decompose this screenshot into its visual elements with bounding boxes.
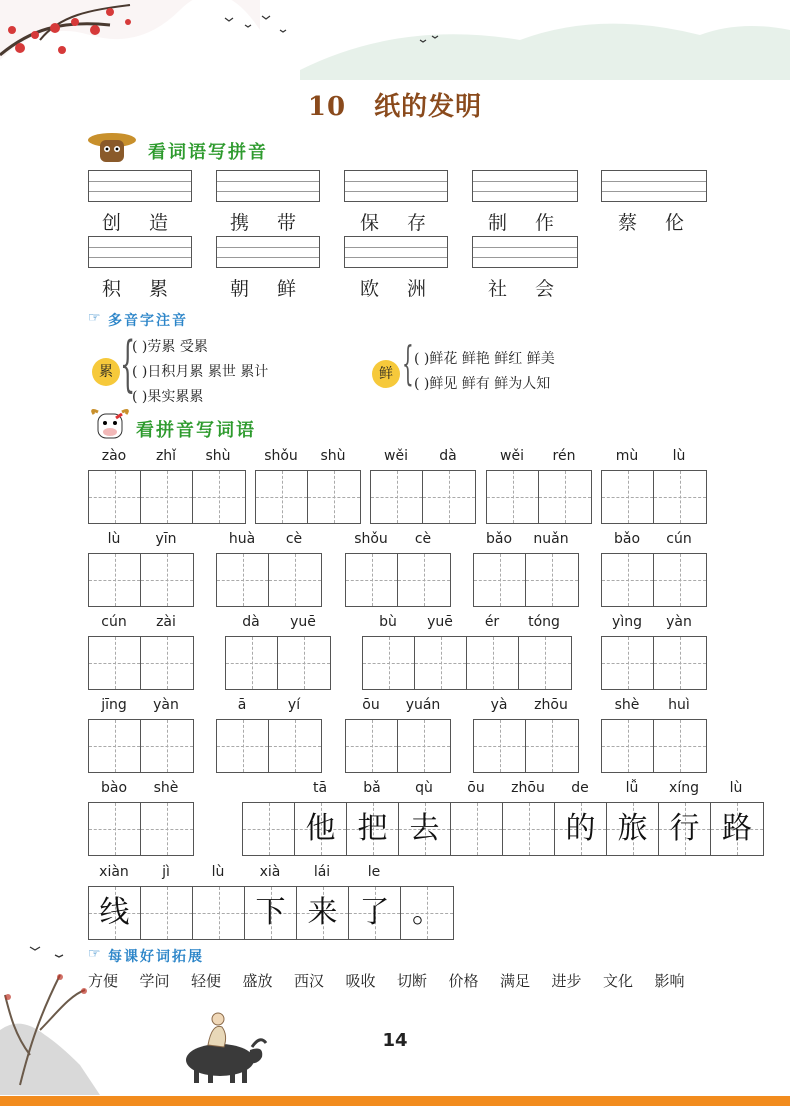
extension-word: 盛放 (242, 972, 273, 990)
tian-grid (216, 719, 322, 773)
pinyin-box[interactable] (601, 170, 707, 202)
polyphone-char: 累 (92, 358, 120, 386)
grid-cell (297, 887, 349, 939)
word-label: 积 累 (102, 278, 169, 300)
grid-cell[interactable] (519, 637, 571, 689)
pinyin-label: lù (729, 780, 743, 796)
pinyin-label: lù (107, 531, 121, 547)
tian-grid (601, 553, 707, 607)
lesson-title: 纸的发明 (374, 92, 483, 122)
pinyin-label: zài (156, 614, 176, 630)
grid-cell[interactable] (371, 471, 423, 523)
cell-char: 下 (255, 895, 286, 930)
pinyin-label: le (367, 864, 381, 880)
grid-cell[interactable] (269, 720, 321, 772)
grid-cell[interactable] (539, 471, 591, 523)
word-group (88, 697, 194, 773)
cow-mascot-icon (88, 408, 132, 442)
grid-cell[interactable] (89, 637, 141, 689)
tian-grid (88, 553, 194, 607)
grid-cell[interactable] (141, 637, 193, 689)
pinyin-label: ōu (362, 697, 380, 713)
grid-cell[interactable] (217, 554, 269, 606)
polyphone-line[interactable]: ( )鲜见 鲜有 鲜为人知 (414, 376, 551, 392)
pinyin-label: qù (415, 780, 433, 796)
pinyin-row (88, 697, 194, 719)
grid-cell[interactable] (363, 637, 415, 689)
extension-word: 价格 (448, 972, 479, 990)
polyphone-heading: 多音字注音 (108, 313, 188, 329)
page-title (0, 86, 790, 123)
grid-cell[interactable] (467, 637, 519, 689)
pinyin-label: tóng (528, 614, 560, 630)
grid-cell[interactable] (269, 554, 321, 606)
brace-icon: { (120, 329, 136, 399)
pinyin-label: bào (100, 780, 128, 796)
lesson-number: 10 (307, 92, 347, 122)
word-group (370, 448, 476, 524)
cell-char: 了 (359, 895, 390, 930)
pinyin-row (362, 614, 572, 636)
pinyin-label: shù (320, 448, 346, 464)
grid-cell[interactable] (487, 471, 539, 523)
header-decoration (0, 0, 790, 80)
pinyin-label: shù (205, 448, 231, 464)
grid-cell[interactable] (602, 554, 654, 606)
pinyin-row (242, 780, 764, 802)
extension-word: 西汉 (294, 972, 325, 990)
extension-words (88, 970, 706, 991)
grid-cell[interactable] (89, 720, 141, 772)
word-group (88, 448, 246, 524)
cell-char: 来 (307, 895, 338, 930)
section2-heading: 看拼音写词语 (136, 420, 256, 441)
tian-grid (601, 636, 707, 690)
polyphone-char: 鲜 (372, 360, 400, 388)
word-group (473, 697, 579, 773)
extension-word: 进步 (551, 972, 582, 990)
word-group (216, 531, 322, 607)
tian-grid (473, 553, 579, 607)
pinyin-label (242, 780, 294, 802)
tian-grid (473, 719, 579, 773)
grid-cell[interactable] (398, 720, 450, 772)
polyphone-line[interactable]: ( )日积月累 累世 累计 (132, 364, 269, 380)
pinyin-label: ā (237, 697, 247, 713)
pinyin-label: shè (614, 697, 640, 713)
pinyin-box[interactable] (344, 170, 448, 202)
pinyin-box[interactable] (88, 236, 192, 268)
pinyin-row (345, 531, 451, 553)
pinyin-label: yuán (405, 697, 441, 713)
pinyin-label: lǚ (625, 780, 639, 796)
grid-cell[interactable] (193, 471, 245, 523)
tian-grid (486, 470, 592, 524)
grid-cell (349, 887, 401, 939)
word-group (88, 531, 194, 607)
pinyin-label: yīn (155, 531, 177, 547)
pinyin-label: xiàn (99, 864, 129, 880)
grid-cell[interactable] (226, 637, 278, 689)
tian-grid (88, 636, 194, 690)
grid-cell[interactable] (141, 803, 193, 855)
grid-cell[interactable] (308, 471, 360, 523)
pinyin-label: bǎo (485, 531, 513, 547)
tian-grid (88, 802, 194, 856)
grid-cell[interactable] (243, 803, 295, 855)
word-label: 蔡 伦 (618, 212, 685, 234)
polyphone-line[interactable]: ( )鲜花 鲜艳 鲜红 鲜美 (414, 351, 555, 367)
pinyin-box[interactable] (344, 236, 448, 268)
word-group (216, 697, 322, 773)
pinyin-label: huà (228, 531, 256, 547)
word-group (88, 614, 194, 690)
pinyin-row (225, 614, 331, 636)
word-group (345, 531, 451, 607)
pinyin-label: zào (101, 448, 127, 464)
pinyin-label: bǎo (613, 531, 641, 547)
grid-cell (659, 803, 711, 855)
word-label: 朝 鲜 (230, 278, 297, 300)
grid-cell[interactable] (346, 720, 398, 772)
pinyin-row (216, 697, 322, 719)
pinyin-label: bǎ (363, 780, 381, 796)
grid-cell (555, 803, 607, 855)
pinyin-label: jīng (101, 697, 127, 713)
extension-word: 吸收 (345, 972, 376, 990)
grid-cell[interactable] (602, 637, 654, 689)
pinyin-row (601, 614, 707, 636)
pinyin-row (370, 448, 476, 470)
cell-char: 。 (412, 895, 442, 930)
extension-word: 文化 (603, 972, 634, 990)
cell-char: 行 (669, 811, 700, 846)
grid-cell (401, 887, 453, 939)
grid-cell (89, 887, 141, 939)
grid-cell[interactable] (346, 554, 398, 606)
pinyin-label: huì (668, 697, 690, 713)
pinyin-label: dà (439, 448, 457, 464)
pinyin-row (88, 531, 194, 553)
grid-cell[interactable] (654, 554, 706, 606)
word-group (88, 864, 454, 940)
cell-char: 线 (99, 895, 130, 930)
pinyin-label: cún (666, 531, 692, 547)
pinyin-label: yàn (153, 697, 179, 713)
tian-grid (345, 719, 451, 773)
grid-cell[interactable] (278, 637, 330, 689)
grid-cell[interactable] (423, 471, 475, 523)
pinyin-row (345, 697, 451, 719)
tian-grid (88, 470, 246, 524)
word-group (601, 448, 707, 524)
pinyin-label: rén (552, 448, 576, 464)
grid-cell (347, 803, 399, 855)
word-group (473, 531, 579, 607)
pinyin-box[interactable] (472, 170, 578, 202)
grid-cell (711, 803, 763, 855)
extension-word: 切断 (397, 972, 428, 990)
pinyin-row (601, 531, 707, 553)
pinyin-label: zhǐ (155, 448, 177, 464)
grid-cell[interactable] (451, 803, 503, 855)
pinyin-label: cè (414, 531, 432, 547)
word-label: 创 造 (102, 212, 169, 234)
pinyin-label: yàn (666, 614, 692, 630)
grid-cell (607, 803, 659, 855)
pinyin-label: dà (242, 614, 260, 630)
pinyin-label: ér (484, 614, 500, 630)
tian-grid (362, 636, 572, 690)
pencil-icon: ☞ (88, 310, 101, 326)
pinyin-row (216, 531, 322, 553)
grid-cell[interactable] (654, 471, 706, 523)
pinyin-label: shè (153, 780, 179, 796)
cell-char: 他 (305, 811, 336, 846)
grid-cell[interactable] (602, 720, 654, 772)
tian-grid (225, 636, 331, 690)
tian-grid (345, 553, 451, 607)
word-label: 保 存 (360, 212, 427, 234)
pinyin-label: yuē (290, 614, 316, 630)
brace-icon: { (402, 336, 414, 390)
word-label: 携 带 (230, 212, 297, 234)
pinyin-box[interactable] (216, 236, 320, 268)
word-group (601, 614, 707, 690)
grid-cell[interactable] (602, 471, 654, 523)
pinyin-label: yuē (427, 614, 453, 630)
polyphone-line[interactable]: ( )果实累累 (132, 389, 204, 405)
word-group (255, 448, 361, 524)
extension-word: 影响 (654, 972, 685, 990)
tian-grid (216, 553, 322, 607)
grid-cell[interactable] (526, 720, 578, 772)
pinyin-row (88, 780, 194, 802)
pinyin-label: yí (287, 697, 301, 713)
grid-cell[interactable] (89, 471, 141, 523)
grid-cell[interactable] (654, 720, 706, 772)
tian-grid (601, 470, 707, 524)
grid-cell[interactable] (474, 554, 526, 606)
cell-char: 路 (722, 811, 752, 846)
cell-char: 的 (565, 811, 596, 846)
word-group (225, 614, 331, 690)
grid-cell (399, 803, 451, 855)
grid-cell[interactable] (474, 720, 526, 772)
tian-grid (88, 719, 194, 773)
grid-cell[interactable] (654, 637, 706, 689)
pinyin-label: jì (162, 864, 170, 880)
grid-cell[interactable] (141, 720, 193, 772)
pinyin-label: cè (285, 531, 303, 547)
pinyin-row (486, 448, 592, 470)
pinyin-label: zhōu (534, 697, 568, 713)
pinyin-box[interactable] (216, 170, 320, 202)
pinyin-row (601, 448, 707, 470)
pinyin-label: shǒu (264, 448, 298, 464)
pinyin-row (88, 614, 194, 636)
pinyin-row (473, 531, 579, 553)
pinyin-label: de (571, 780, 589, 796)
section1-heading: 看词语写拼音 (148, 142, 268, 163)
tian-grid (88, 886, 454, 940)
pinyin-label: yà (490, 697, 508, 713)
extension-word: 满足 (500, 972, 531, 990)
pinyin-label: ōu (467, 780, 485, 796)
pinyin-label: wěi (500, 448, 524, 464)
extension-heading: 每课好词拓展 (108, 949, 204, 965)
grid-cell (295, 803, 347, 855)
word-label: 社 会 (488, 278, 555, 300)
extension-word: 轻便 (191, 972, 222, 990)
pinyin-row (88, 864, 454, 886)
pinyin-label: mù (615, 448, 639, 464)
pinyin-label: cún (101, 614, 127, 630)
grid-cell[interactable] (89, 554, 141, 606)
word-group (601, 531, 707, 607)
pinyin-row (88, 448, 246, 470)
pinyin-label (400, 864, 452, 886)
grid-cell (245, 887, 297, 939)
tian-grid (242, 802, 764, 856)
word-group (601, 697, 707, 773)
pinyin-box[interactable] (88, 170, 192, 202)
pencil-icon: ☞ (88, 946, 101, 962)
tian-grid (255, 470, 361, 524)
grid-cell[interactable] (141, 471, 193, 523)
pinyin-label: lù (672, 448, 686, 464)
pinyin-label: lù (211, 864, 225, 880)
grid-cell[interactable] (256, 471, 308, 523)
word-group (362, 614, 572, 690)
word-group (88, 780, 194, 856)
pinyin-label: shǒu (354, 531, 388, 547)
pinyin-label: nuǎn (533, 531, 569, 547)
extension-word: 方便 (88, 972, 119, 990)
word-group (242, 780, 764, 856)
pinyin-label: zhōu (511, 780, 545, 796)
polyphone-line[interactable]: ( )劳累 受累 (132, 339, 208, 355)
pinyin-label: yìng (612, 614, 642, 630)
grid-cell[interactable] (193, 887, 245, 939)
grid-cell[interactable] (217, 720, 269, 772)
tian-grid (370, 470, 476, 524)
pinyin-label: tā (312, 780, 328, 796)
cell-char: 旅 (617, 811, 648, 846)
pinyin-row (473, 697, 579, 719)
bottom-bar (0, 1096, 790, 1106)
tian-grid (601, 719, 707, 773)
word-label: 欧 洲 (360, 278, 427, 300)
grid-cell[interactable] (141, 887, 193, 939)
grid-cell[interactable] (503, 803, 555, 855)
cell-char: 把 (357, 811, 388, 846)
grid-cell[interactable] (141, 554, 193, 606)
mascot-icon (86, 130, 138, 166)
pinyin-row (255, 448, 361, 470)
page-number: 14 (382, 1030, 408, 1051)
grid-cell[interactable] (89, 803, 141, 855)
word-label: 制 作 (488, 212, 555, 234)
pinyin-box[interactable] (472, 236, 578, 268)
pinyin-label: xíng (669, 780, 699, 796)
extension-word: 学问 (139, 972, 170, 990)
pinyin-label: bù (379, 614, 397, 630)
grid-cell[interactable] (415, 637, 467, 689)
word-group (345, 697, 451, 773)
pinyin-label: xià (259, 864, 281, 880)
cell-char: 去 (409, 811, 440, 846)
pinyin-row (601, 697, 707, 719)
word-group (486, 448, 592, 524)
grid-cell[interactable] (526, 554, 578, 606)
grid-cell[interactable] (398, 554, 450, 606)
pinyin-label: wěi (384, 448, 408, 464)
pinyin-label: lái (313, 864, 331, 880)
